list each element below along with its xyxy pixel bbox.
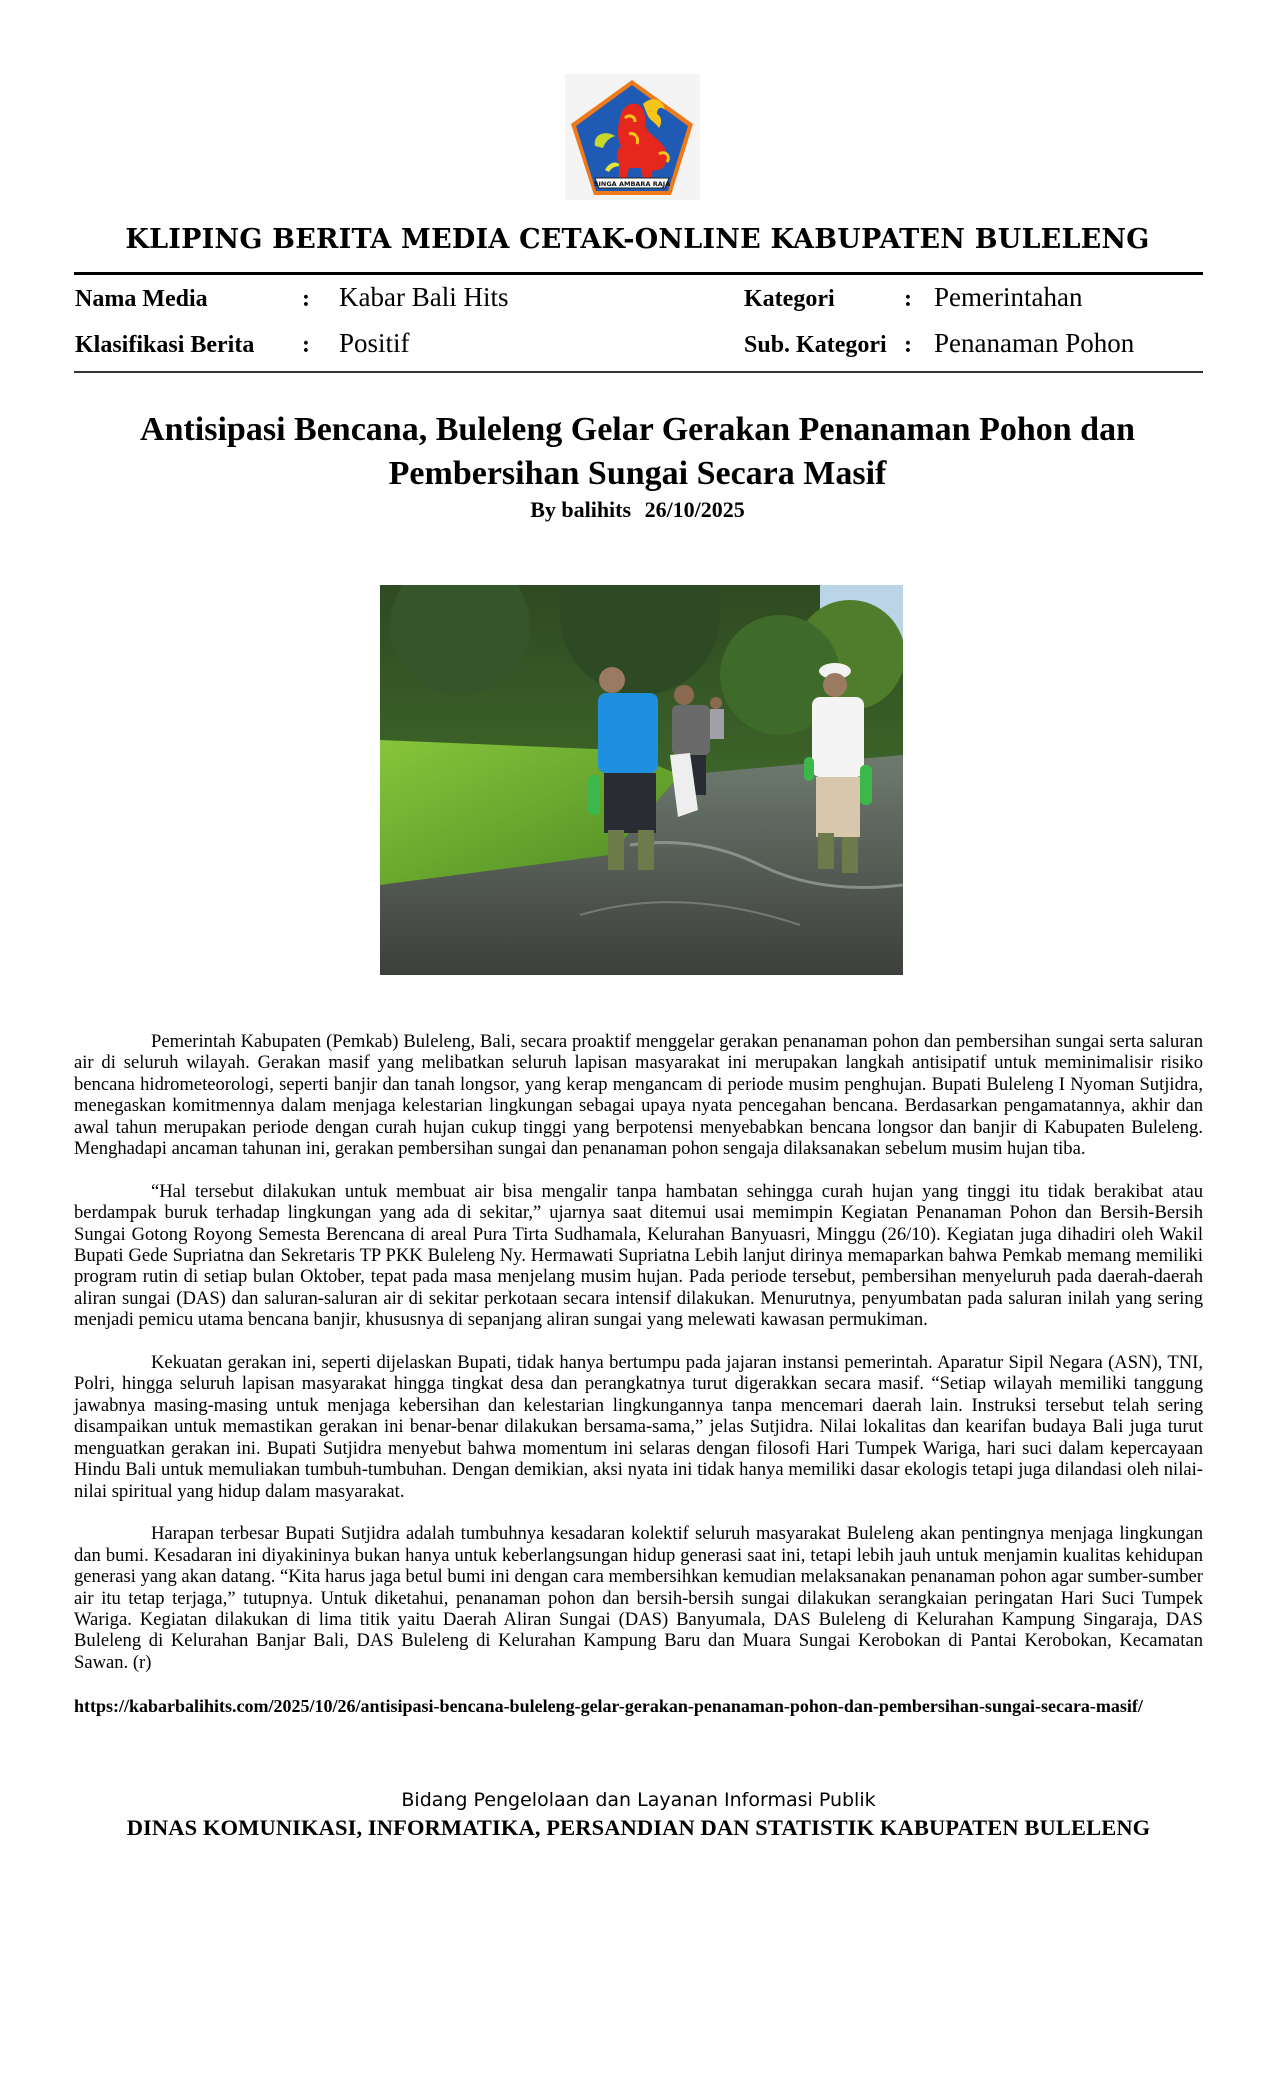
article-byline (0, 497, 1275, 523)
meta-value-nama-media: Kabar Bali Hits (339, 282, 509, 312)
river-cleanup-photo (380, 585, 903, 975)
meta-value-klasifikasi: Positif (339, 328, 410, 358)
meta-colon: : (302, 286, 310, 312)
meta-bottom-divider (74, 371, 1203, 373)
article-paragraph: “Hal tersebut dilakukan untuk membuat air bisa mengalir tanpa hambatan sehingga curah hujan yang tinggi itu tidak berakibat atau berdampak buruk terhadap lingkungan yang ada di sekitar,” ujarnya saat ditemui usai memimpin Kegiatan Penanaman Pohon dan Bersih-Bersih Sungai Gotong Royong Semesta Berencana di areal Pura Tirta Sudhamala, Kelurahan Banyuasri, Minggu (26/10). Kegiatan juga dihadiri oleh Wakil Bupati Gede Supriatna dan Sekretaris TP PKK Buleleng Ny. Hermawati Supriatna Lebih lanjut dirinya memaparkan bahwa Pemkab memang memiliki program rutin di setiap bulan Oktober, tepat pada masa menjelang musim hujan. Pada periode tersebut, pembersihan menyeluruh pada daerah-daerah aliran sungai (DAS) dan saluran-saluran air di sekitar perkotaan secara intensif dilakukan. Menurutnya, penyumbatan pada saluran inilah yang sering menjadi pemicu utama bencana banjir, khususnya di sepanjang aliran sungai yang melewati kawasan permukiman. (74, 1180, 1203, 1331)
article-body (74, 1031, 1203, 1673)
buleleng-crest-logo (565, 74, 700, 200)
source-url-link[interactable]: https://kabarbalihits.com/2025/10/26/antisipasi-bencana-buleleng-gelar-gerakan-penanaman-pohon-dan-pembersihan-sungai-secara-masif/ (74, 1695, 1143, 1716)
article-headline: Antisipasi Bencana, Buleleng Gelar Gerakan Penanaman Pohon dan Pembersihan Sungai Secara Masif (140, 411, 1135, 492)
meta-label-klasifikasi: Klasifikasi Berita (75, 332, 255, 358)
article-paragraph: Harapan terbesar Bupati Sutjidra adalah tumbuhnya kesadaran kolektif seluruh masyarakat Buleleng akan pentingnya menjaga lingkungan dan bumi. Kesadaran ini diyakininya bukan hanya untuk keberlangsungan hidup generasi saat ini, tetapi lebih jauh untuk menjamin kualitas kehidupan generasi yang akan datang. “Kita harus jaga betul bumi ini dengan cara membersihkan kemudian melaksanakan penanaman pohon agar sumber-sumber air itu tetap terjaga,” tutupnya. Untuk diketahui, penanaman pohon dan bersih-bersih sungai dilakukan serangkaian peringatan Hari Suci Tumpek Wariga. Kegiatan dilakukan di lima titik yaitu Daerah Aliran Sungai (DAS) Banyumala, DAS Buleleng di Kelurahan Kampung Singaraja, DAS Buleleng di Kelurahan Banjar Bali, DAS Buleleng di Kelurahan Kampung Baru dan Muara Sungai Kerobokan di Pantai Kerobokan, Kecamatan Sawan. (r) (74, 1523, 1203, 1673)
article-date: 26/10/2025 (644, 497, 745, 522)
meta-colon: : (904, 332, 912, 358)
crest-motto: SINGA AMBARA RAJA (593, 180, 671, 188)
meta-value-kategori: Pemerintahan (934, 282, 1083, 312)
meta-label-kategori: Kategori (744, 286, 835, 312)
crest-icon (565, 74, 700, 200)
meta-row-klasifikasi (0, 328, 1275, 362)
article-paragraph: Pemerintah Kabupaten (Pemkab) Buleleng, Bali, secara proaktif menggelar gerakan penanaman pohon dan pembersihan sungai serta saluran air di seluruh wilayah. Gerakan masif yang melibatkan seluruh lapisan masyarakat ini merupakan langkah antisipatif untuk meminimalisir risiko bencana hidrometeorologi, seperti banjir dan tanah longsor, yang kerap mengancam di periode musim penghujan. Bupati Buleleng I Nyoman Sutjidra, menegaskan komitmennya dalam menjaga kelestarian lingkungan sebagai upaya nyata pencegahan bencana. Berdasarkan pengamatannya, akhir dan awal tahun merupakan periode dengan curah hujan cukup tinggi yang berpotensi menyebabkan bencana longsor dan banjir di Kabupaten Buleleng. Menghadapi ancaman tahunan ini, gerakan pembersihan sungai dan penanaman pohon sengaja dilaksanakan sebelum musim hujan tiba. (74, 1031, 1203, 1160)
footer-agency: DINAS KOMUNIKASI, INFORMATIKA, PERSANDIAN DAN STATISTIK KABUPATEN BULELENG (126, 1814, 1151, 1840)
meta-colon: : (904, 286, 912, 312)
meta-label-nama-media: Nama Media (75, 286, 208, 312)
article-flow (74, 1031, 1203, 1883)
clipping-title: KLIPING BERITA MEDIA CETAK-ONLINE KABUPATEN BULELENG (125, 224, 1150, 255)
page-footer (74, 1787, 1203, 1883)
article-photo (380, 585, 903, 975)
meta-value-sub-kategori: Penanaman Pohon (934, 328, 1135, 358)
meta-row-nama-media (0, 282, 1275, 316)
article-paragraph: Kekuatan gerakan ini, seperti dijelaskan Bupati, tidak hanya bertumpu pada jajaran instansi pemerintah. Aparatur Sipil Negara (ASN), TNI, Polri, hingga seluruh lapisan masyarakat hingga tingkat desa dan perangkatnya turut digerakkan secara masif. “Setiap wilayah memiliki tanggung jawabnya masing-masing untuk menjaga kebersihan dan kelestarian lingkungannya tanpa mencemari daerah lain. Instruksi tersebut telah sering disampaikan untuk memastikan gerakan ini benar-benar dilakukan bersama-sama,” jelas Sutjidra. Nilai lokalitas dan kearifan budaya Bali juga turut menguatkan gerakan ini. Bupati Sutjidra menyebut bahwa momentum ini selaras dengan filosofi Hari Tumpek Wariga, hari suci dalam kepercayaan Hindu Bali untuk memuliakan tumbuh-tumbuhan. Dengan demikian, aksi nyata ini tidak hanya memiliki dasar ekologis tetapi juga dilandasi oleh nilai-nilai spiritual yang hidup dalam masyarakat. (74, 1352, 1203, 1502)
meta-colon: : (302, 332, 310, 358)
meta-top-divider (74, 272, 1203, 275)
meta-label-sub-kategori: Sub. Kategori (744, 332, 887, 358)
article-author: By balihits (530, 497, 632, 522)
footer-division: Bidang Pengelolaan dan Layanan Informasi Publik (401, 1788, 876, 1811)
